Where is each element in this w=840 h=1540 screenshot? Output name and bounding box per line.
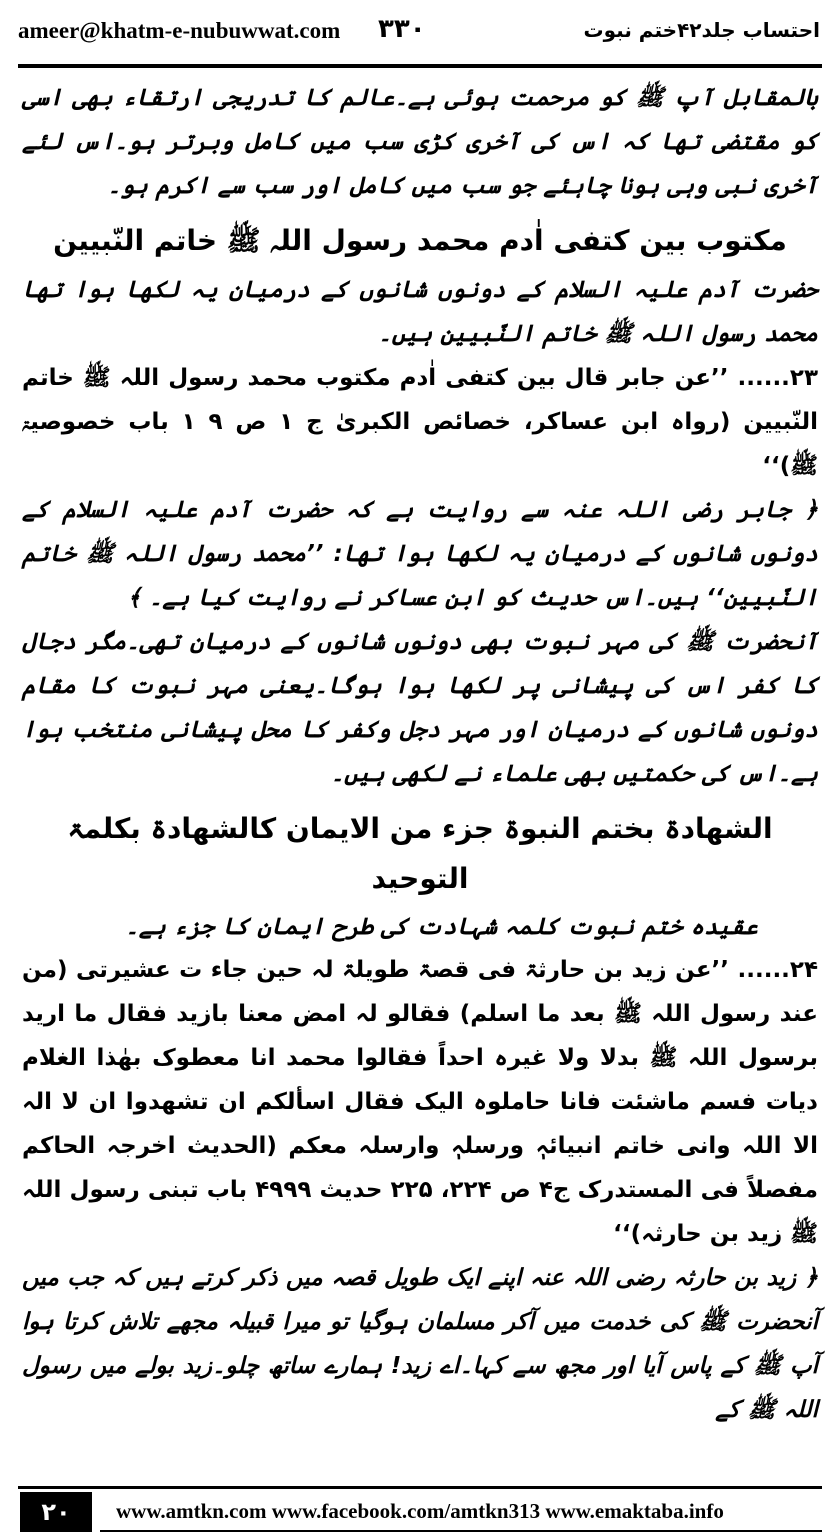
header-rule: [18, 64, 822, 68]
paragraph-adam-shoulders: حضرت آدم علیہ السلام کے دونوں شانوں کے درمیان یہ لکھا ہوا تھا محمد رسول اللہ ﷺ خاتم النّبیین ہیں۔: [22, 277, 818, 347]
hadith-24-arabic: ۲۴...... ’’عن زید بن حارثۃ فی قصۃ طویلۃ لہ حین جاء ت عشیرتی (من عند رسول اللہ ﷺ بعد ما اسلم) فقالو لہ امض معنا بازید فقال ما ارید برسول اللہ ﷺ بدلا ولا غیرہ احداً فقالوا محمد انا معطوک بھٰذا الغلام دیات فسم ماشئت فانا حاملوہ الیک فقال اسألکم ان تشھدوا ان لا الہ الا اللہ وانی خاتم انبیائہٖ ورسلہٖ وارسلہ معکم (الحدیث اخرجہ الحاکم مفصلاً فی المستدرک ج۴ ص ۲۲۴، ۲۲۵ حدیث ۴۹۹۹ باب تبنی رسول اللہ ﷺ زید بن حارثہ)‘‘: [22, 957, 818, 1247]
hadith-23-translation: ﴿ جابر رضی اللہ عنہ سے روایت ہے کہ حضرت آدم علیہ السلام کے دونوں شانوں کے درمیان یہ لکھا ہوا تھا: ’’محمد رسول اللہ ﷺ خاتم النّبیین‘‘ ہیں۔اس حدیث کو ابن عساکر نے روایت کیا ہے۔ ﴾: [22, 497, 818, 611]
section-heading-shahada: الشھادۃ بختم النبوۃ جزء من الایمان کالشھادۃ بکلمۃ التوحید: [67, 812, 773, 895]
footer-rule: [18, 1486, 822, 1489]
section-heading-maktub: مکتوب بین کتفی اٰدم محمد رسول اللہ ﷺ خاتم النّبیین: [53, 224, 787, 257]
header-email: ameer@khatm-e-nubuwwat.com: [18, 18, 341, 43]
hadith-24-translation: ﴿ زید بن حارثہ رضی اللہ عنہ اپنے ایک طویل قصہ میں ذکر کرتے ہیں کہ جب میں آنحضرت ﷺ کی خدمت میں آکر مسلمان ہوگیا تو میرا قبیلہ مجھے تلاش کرتا ہوا آپ ﷺ کے پاس آیا اور مجھ سے کہا۔اے زید! ہمارے ساتھ چلو۔زید بولے میں رسول اللہ ﷺ کے: [22, 1265, 818, 1423]
footer-links: www.amtkn.com www.facebook.com/amtkn313 www.emaktaba.info: [116, 1499, 724, 1523]
page-header: [18, 14, 820, 50]
section-subheading-shahada: عقیدہ ختم نبوت کلمہ شہادت کی طرح ایمان کا جزء ہے۔: [125, 914, 758, 940]
hadith-23-arabic: ۲۳...... ’’عن جابر قال بین کتفی اٰدم مکتوب محمد رسول اللہ ﷺ خاتم النّبیین (رواہ ابن عساکر، خصائص الکبریٰ ج ۱ ص ۹ ۱ باب خصوصیۃ ﷺ)‘‘: [22, 365, 818, 479]
footer-page-number: ۲۰: [20, 1492, 92, 1532]
header-book-title: احتساب جلد۴۲ختم نبوت: [583, 18, 820, 42]
header-page-number: ۳۳۰: [378, 14, 426, 44]
page-body: [22, 76, 818, 1432]
paragraph-seal-of-prophethood: آنحضرت ﷺ کی مہر نبوت بھی دونوں شانوں کے درمیان تھی۔مگر دجال کا کفر اس کی پیشانی پر لکھا ہوا ہوگا۔یعنی مہر نبوت کا مقام دونوں شانوں کے درمیان اور مہر دجل وکفر کا محل پیشانی منتخب ہوا ہے۔اس کی حکمتیں بھی علماء نے لکھی ہیں۔: [22, 629, 818, 787]
paragraph-intro: بالمقابل آپ ﷺ کو مرحمت ہوئی ہے۔عالم کا تدریجی ارتقاء بھی اسی کو مقتضی تھا کہ اس کی آخری کڑی سب میں کامل وبرتر ہو۔اس لئے آخری نبی وہی ہونا چاہئے جو سب میں کامل اور سب سے اکرم ہو۔: [22, 85, 818, 199]
footer-underline: [100, 1530, 822, 1532]
